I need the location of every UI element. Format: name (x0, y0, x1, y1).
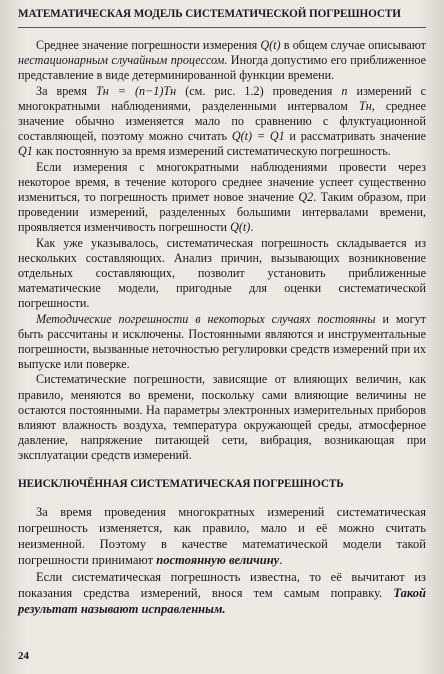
title-underline (18, 27, 426, 28)
page-number: 24 (18, 650, 29, 662)
section-title-residual-error: НЕИСКЛЮЧЁННАЯ СИСТЕМАТИЧЕСКАЯ ПОГРЕШНОСТЬ (18, 477, 344, 490)
section-math-model (18, 38, 426, 464)
paragraph-1: Среднее значение погрешности измерения Q(t) в общем случае описывают нестационарным случайным процессом. Иногда допустимо его приближенное представление в виде детерминированной функции времени. (18, 38, 426, 83)
paragraph-7: За время проведения многократных измерений систематическая погрешность изменяется, как правило, мало и её можно считать неизменной. Поэтому в качестве математической модели такой погрешности принимают постоянную величину. (18, 504, 426, 568)
paragraph-5: Методические погрешности в некоторых случаях постоянны и могут быть рассчитаны и исключены. Постоянными являются и инструментальные погрешности, вызванные неточностью регулировки средств измерений при их выпуске или поверке. (18, 311, 426, 372)
paragraph-2: За время Tн = (n−1)Tн (см. рис. 1.2) проведения n измерений с многократными наблюдениями, разделенными интервалом Tн, среднее значение обычно изменяется мало по сравнению с флуктуационной составляющей, поэтому можно считать Q(t) = Q1 и рассматривать значение Q1 как постоянную за время измерений систематическую погрешность. (18, 83, 427, 159)
section-title-math-model: МАТЕМАТИЧЕСКАЯ МОДЕЛЬ СИСТЕМАТИЧЕСКОЙ ПОГРЕШНОСТИ (18, 8, 401, 20)
paragraph-3: Если измерения с многократными наблюдениями провести через некоторое время, в течение которого среднее значение успеет существенно измениться, то погрешность примет новое значение Q2. Таким образом, при проведении измерений, разделенных большими интервалами времени, проявляется изменчивость погрешности Q(t). (18, 159, 426, 235)
section-residual-error (18, 504, 426, 617)
paragraph-4: Как уже указывалось, систематическая погрешность складывается из нескольких составляющих. Анализ причин, вызывающих возникновение отдельных составляющих, позволит установить приближенные математические модели, пригодные для оценки систематической погрешности. (18, 235, 426, 311)
paragraph-6: Систематические погрешности, зависящие от влияющих величин, как правило, меняются во времени, поскольку сами влияющие величины не остаются постоянными. На параметры электронных измерительных приборов влияют влажность воздуха, температура окружающей среды, атмосферное давление, напряжение питающей сети, вибрация, возникающая при эксплуатации средств измерений. (18, 372, 426, 463)
paragraph-8: Если систематическая погрешность известна, то её вычитают из показания средства измерений, внося тем самым поправку. Такой результат называют исправленным. (18, 569, 426, 616)
